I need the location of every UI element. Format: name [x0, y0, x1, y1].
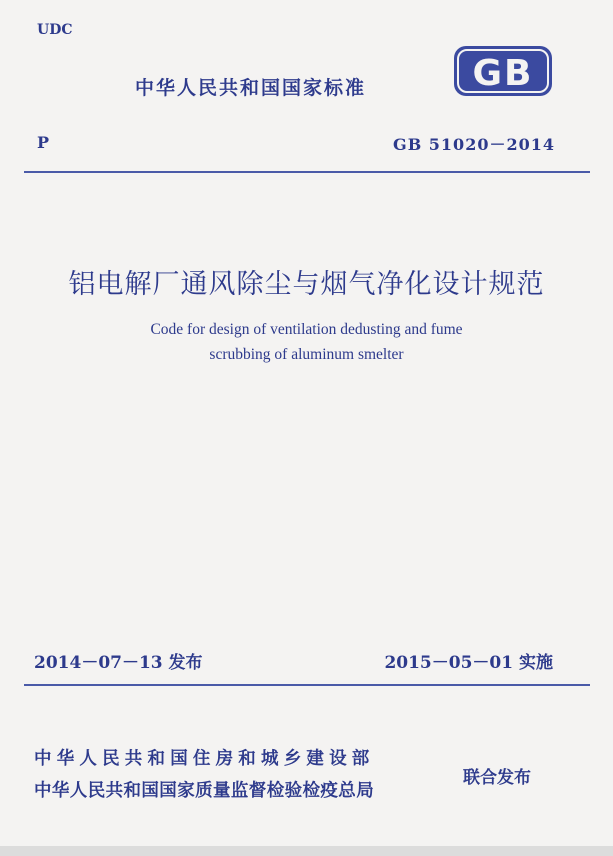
- classification-code: P: [37, 133, 50, 152]
- standard-number: GB 51020－2014: [393, 135, 555, 154]
- svg-text:GB: GB: [472, 53, 534, 94]
- joint-issue-label: 联合发布: [463, 768, 531, 788]
- scan-edge: [0, 846, 613, 856]
- bottom-divider: [24, 684, 590, 686]
- title-chinese: 铝电解厂通风除尘与烟气净化设计规范: [68, 269, 545, 300]
- issuer-line2: 中华人民共和国国家质量监督检验检疫总局: [34, 781, 375, 801]
- title-english-line1: Code for design of ventilation dedusting and fume: [150, 321, 463, 338]
- gb-logo-icon: [452, 44, 554, 98]
- issuer-line1: 中华人民共和国住房和城乡建设部: [34, 749, 375, 769]
- udc-label: UDC: [37, 22, 73, 38]
- top-divider: [24, 171, 590, 173]
- standard-type: 中华人民共和国国家标准: [135, 77, 367, 99]
- effective-date: 2015－05－01 实施: [384, 653, 553, 673]
- issue-date: 2014－07－13 发布: [34, 653, 203, 673]
- title-english-line2: scrubbing of aluminum smelter: [209, 346, 404, 363]
